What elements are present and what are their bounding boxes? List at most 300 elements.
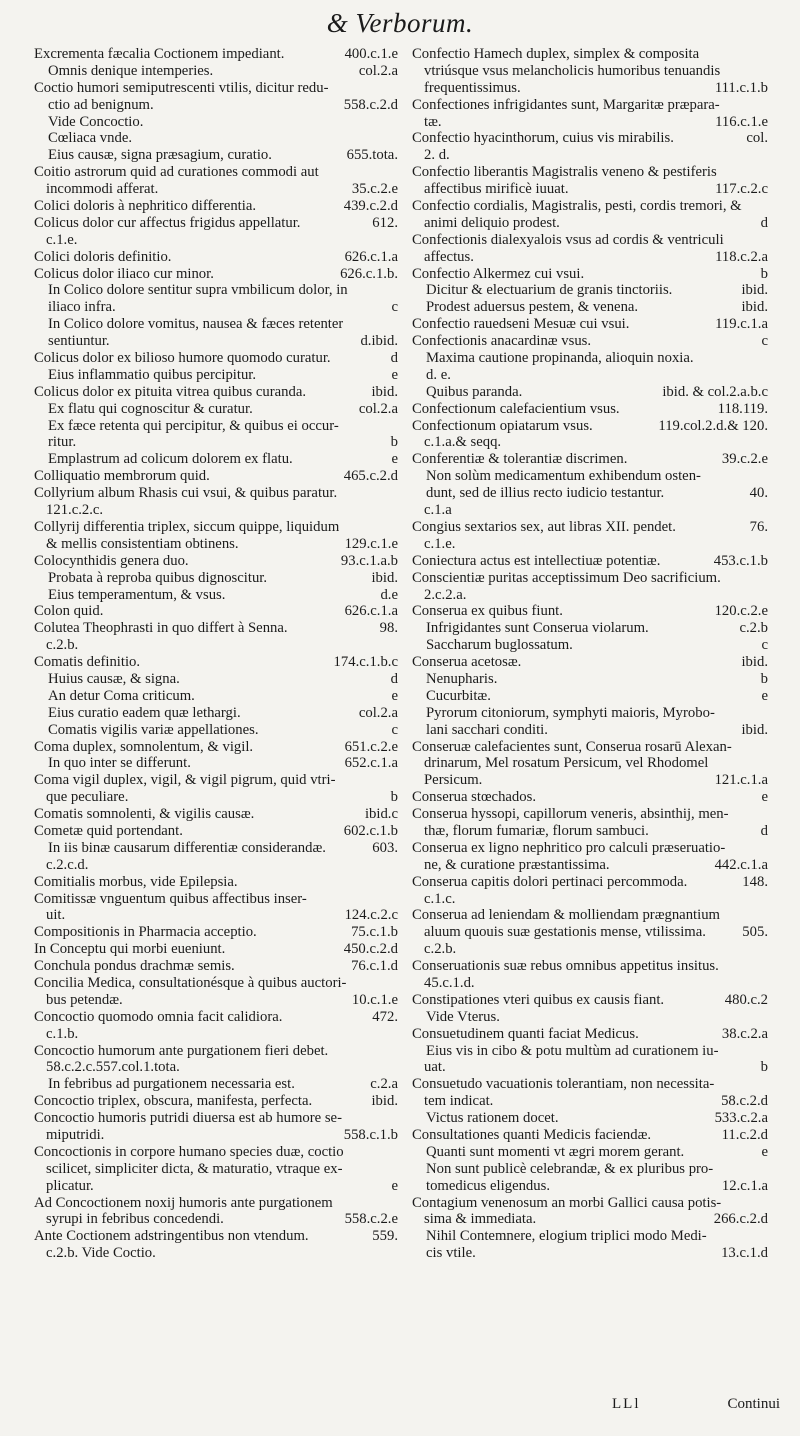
- entry-reference: ibid.: [371, 1093, 398, 1110]
- index-entry-line: [412, 80, 768, 97]
- entry-text: Omnis denique intemperies.: [48, 62, 214, 79]
- entry-reference: [762, 1228, 768, 1245]
- index-entry-line: [412, 958, 768, 975]
- entry-text: In febribus ad purgationem necessaria est.: [48, 1076, 295, 1093]
- entry-reference: [392, 1059, 398, 1076]
- index-entry-line: [34, 739, 398, 756]
- entry-text: Dicitur & electuarium de granis tinctoriis.: [426, 282, 673, 299]
- index-entry-line: [34, 857, 398, 874]
- entry-text: In Colico dolore vomitus, nausea & fæces retenter: [48, 316, 344, 333]
- entry-text: Congius sextarios sex, aut libras XII. pendet.: [412, 518, 676, 535]
- index-entry-line: [34, 418, 398, 435]
- entry-text: Vide Concoctio.: [48, 113, 144, 130]
- index-entry-line: [34, 620, 398, 637]
- entry-reference: e: [391, 366, 398, 383]
- index-entry-line: [412, 350, 768, 367]
- entry-reference: d: [390, 350, 398, 367]
- index-entry-line: [34, 603, 398, 620]
- entry-reference: ibid.: [741, 282, 768, 299]
- index-entry-line: [412, 671, 768, 688]
- index-entry-line: [412, 857, 768, 874]
- entry-text: vtriúsque vsus melancholicis humoribus tenuandis: [424, 62, 721, 79]
- index-entry-line: [34, 468, 398, 485]
- index-entry-line: [34, 1127, 398, 1144]
- entry-text: Coniectura actus est intellectiuæ potentiæ.: [412, 552, 661, 569]
- entry-text: Eius curatio eadem quæ lethargi.: [48, 704, 241, 721]
- entry-text: Cometæ quid portendant.: [34, 822, 183, 839]
- entry-text: tomedicus eligendus.: [426, 1177, 551, 1194]
- entry-reference: [392, 1195, 398, 1212]
- index-entry-line: [34, 46, 398, 63]
- index-entry-line: [34, 164, 398, 181]
- index-entry-line: [34, 755, 398, 772]
- entry-text: Conserua hyssopi, capillorum veneris, absinthij, men-: [412, 806, 729, 823]
- entry-text: c.1.a: [424, 502, 452, 519]
- entry-text: Eius causæ, signa præsagium, curatio.: [48, 147, 272, 164]
- entry-reference: [762, 891, 768, 908]
- index-entry-line: [412, 587, 768, 604]
- index-entry-line: [412, 215, 768, 232]
- entry-reference: 559.: [372, 1228, 398, 1245]
- entry-text: c.2.b.: [424, 941, 457, 958]
- entry-reference: [392, 316, 398, 333]
- index-entry-line: [412, 1211, 768, 1228]
- entry-reference: c.2.b: [739, 620, 768, 637]
- entry-reference: 76.: [749, 518, 768, 535]
- entry-reference: 98.: [379, 620, 398, 637]
- entry-text: Conscientiæ puritas acceptissimum Deo sacrificium.: [412, 569, 721, 586]
- entry-text: Confectionis anacardinæ vsus.: [412, 333, 592, 350]
- index-entry-line: [34, 654, 398, 671]
- entry-reference: 58.c.2.d: [721, 1093, 768, 1110]
- entry-reference: 602.c.1.b: [343, 822, 398, 839]
- entry-reference: d.ibid.: [360, 333, 398, 350]
- entry-reference: 533.c.2.a: [714, 1110, 768, 1127]
- catchword: Continui: [727, 1396, 780, 1412]
- entry-text: c.1.e.: [46, 231, 78, 248]
- entry-text: Concoctio triplex, obscura, manifesta, perfecta.: [34, 1093, 313, 1110]
- entry-reference: 75.c.1.b: [351, 924, 398, 941]
- entry-reference: 13.c.1.d: [721, 1245, 768, 1262]
- entry-text: affectibus mirificè iuuat.: [424, 181, 569, 198]
- entry-text: dunt, sed de illius recto iudicio testantur.: [426, 485, 665, 502]
- entry-text: Comatis definitio.: [34, 654, 141, 671]
- entry-text: Nenupharis.: [426, 670, 498, 687]
- entry-text: que peculiare.: [46, 789, 129, 806]
- entry-reference: [762, 755, 768, 772]
- entry-reference: 38.c.2.a: [721, 1025, 768, 1042]
- entry-text: Colicus dolor ex bilioso humore quomodo curatur.: [34, 350, 331, 367]
- entry-text: Conserua ex quibus fiunt.: [412, 603, 563, 620]
- entry-text: Ante Coctionem adstringentibus non vtendum.: [34, 1228, 309, 1245]
- index-entry-line: [412, 688, 768, 705]
- entry-reference: 121.c.1.a: [714, 772, 768, 789]
- entry-reference: [392, 857, 398, 874]
- entry-text: Non sunt publicè celebrandæ, & ex pluribus pro-: [426, 1160, 714, 1177]
- entry-reference: ibid.: [741, 654, 768, 671]
- index-entry-line: [34, 350, 398, 367]
- entry-text: Confectio liberantis Magistralis veneno & pestiferis: [412, 164, 717, 181]
- entry-text: Quibus paranda.: [426, 383, 523, 400]
- index-entry-line: [34, 502, 398, 519]
- entry-reference: ibid.c: [364, 806, 398, 823]
- entry-text: cis vtile.: [426, 1245, 476, 1262]
- entry-text: Confectionis dialexyalois vsus ad cordis & ventriculi: [412, 231, 724, 248]
- entry-text: Compositionis in Pharmacia acceptio.: [34, 924, 257, 941]
- entry-reference: b: [760, 670, 768, 687]
- entry-text: Contagium venenosum an morbi Gallici causa potis-: [412, 1194, 722, 1211]
- entry-reference: 119.c.1.a: [715, 316, 768, 333]
- entry-reference: [762, 198, 768, 215]
- index-entry-line: [34, 232, 398, 249]
- entry-text: Conchula pondus drachmæ semis.: [34, 958, 235, 975]
- entry-reference: d: [390, 670, 398, 687]
- index-entry-line: [412, 232, 768, 249]
- entry-text: Coctio humori semiputrescenti vtilis, dicitur redu-: [34, 79, 329, 96]
- index-entry-line: [412, 536, 768, 553]
- entry-reference: 439.c.2.d: [343, 198, 398, 215]
- entry-reference: [392, 1161, 398, 1178]
- entry-reference: 472.: [372, 1008, 398, 1025]
- entry-reference: [762, 1195, 768, 1212]
- entry-text: frequentissimus.: [424, 79, 521, 96]
- index-entry-line: [412, 468, 768, 485]
- entry-text: Persicum.: [424, 772, 483, 789]
- entry-text: Confectio Alkermez cui vsui.: [412, 265, 585, 282]
- entry-text: Confectionum opiatarum vsus.: [412, 417, 593, 434]
- entry-reference: 35.c.2.e: [351, 181, 398, 198]
- entry-reference: [392, 874, 398, 891]
- entry-reference: 40.: [749, 485, 768, 502]
- entry-reference: [762, 907, 768, 924]
- index-entry-line: [412, 840, 768, 857]
- index-entry-line: [412, 1144, 768, 1161]
- entry-text: syrupi in febribus concedendi.: [46, 1211, 224, 1228]
- index-entry-line: [412, 941, 768, 958]
- entry-reference: ibid.: [371, 569, 398, 586]
- entry-reference: [762, 587, 768, 604]
- page-header: & Verborum.: [326, 8, 474, 38]
- entry-text: Eius inflammatio quibus percipitur.: [48, 366, 257, 383]
- index-entry-line: [34, 992, 398, 1009]
- index-entry-line: [34, 891, 398, 908]
- entry-reference: [392, 232, 398, 249]
- entry-text: uit.: [46, 907, 66, 924]
- entry-reference: [762, 806, 768, 823]
- index-entry-line: [34, 316, 398, 333]
- index-entry-line: [34, 671, 398, 688]
- index-entry-line: [412, 266, 768, 283]
- entry-reference: [762, 1161, 768, 1178]
- entry-reference: 558.c.1.b: [343, 1127, 398, 1143]
- entry-reference: 118.119.: [717, 400, 768, 417]
- entry-text: c.2.b. Vide Coctio.: [46, 1245, 156, 1262]
- index-entry-line: [34, 1009, 398, 1026]
- entry-reference: [392, 1110, 398, 1127]
- index-entry-line: [412, 891, 768, 908]
- index-entry-line: [412, 1195, 768, 1212]
- entry-reference: 10.c.1.e: [351, 991, 398, 1008]
- entry-text: Conserua ad leniendam & molliendam prægnantium: [412, 907, 720, 924]
- entry-reference: ibid. & col.2.a.b.c: [662, 383, 768, 400]
- index-entry-line: [412, 620, 768, 637]
- entry-text: Conseruationis suæ rebus omnibus appetitus insitus.: [412, 958, 719, 975]
- entry-text: Conserua capitis dolori pertinaci percommoda.: [412, 873, 688, 890]
- entry-reference: c: [761, 333, 768, 350]
- entry-reference: d: [760, 214, 768, 231]
- index-entry-line: [412, 46, 768, 63]
- index-entry-line: [412, 485, 768, 502]
- entry-reference: [762, 164, 768, 181]
- entry-reference: b: [390, 789, 398, 806]
- entry-text: drinarum, Mel rosatum Persicum, vel Rhodomel: [424, 755, 709, 772]
- entry-reference: 116.c.1.e: [715, 113, 768, 130]
- entry-text: Consuetudo vacuationis tolerantiam, non necessita-: [412, 1076, 715, 1093]
- entry-text: Comitissæ vnguentum quibus affectibus inser-: [34, 890, 307, 907]
- entry-text: Concoctio humoris putridi diuersa est ab humore se-: [34, 1110, 342, 1127]
- entry-text: Concoctio quomodo omnia facit calidiora.: [34, 1008, 283, 1025]
- entry-reference: [762, 705, 768, 722]
- entry-reference: d.e: [380, 586, 398, 603]
- entry-reference: d: [760, 822, 768, 839]
- index-entry-line: [34, 97, 398, 114]
- index-entry-line: [34, 181, 398, 198]
- entry-text: Confectio hyacinthorum, cuius vis mirabilis.: [412, 130, 674, 147]
- index-entry-line: [34, 1161, 398, 1178]
- index-entry-line: [34, 688, 398, 705]
- entry-text: sima & immediata.: [424, 1211, 537, 1228]
- entry-text: bus petendæ.: [46, 991, 123, 1008]
- entry-reference: 129.c.1.e: [344, 535, 398, 552]
- entry-reference: [762, 350, 768, 367]
- index-entry-line: [412, 282, 768, 299]
- index-entry-line: [412, 384, 768, 401]
- entry-reference: e: [391, 687, 398, 704]
- entry-text: Confectiones infrigidantes sunt, Margaritæ præpara-: [412, 96, 720, 113]
- entry-text: Collyrium album Rhasis cui vsui, & quibus paratur.: [34, 485, 338, 502]
- entry-text: thæ, florum fumariæ, florum sambuci.: [424, 822, 649, 839]
- entry-reference: [762, 536, 768, 553]
- entry-reference: [392, 1043, 398, 1060]
- entry-reference: 626.c.1.a: [344, 603, 398, 620]
- entry-reference: [762, 46, 768, 63]
- entry-text: affectus.: [424, 248, 474, 265]
- entry-reference: c.2.a: [370, 1076, 398, 1093]
- entry-reference: [762, 739, 768, 756]
- entry-text: Conseruæ calefacientes sunt, Conserua rosarū Alexan-: [412, 738, 732, 755]
- entry-text: Cœliaca vnde.: [48, 130, 133, 147]
- index-entry-line: [34, 299, 398, 316]
- entry-text: Colliquatio membrorum quid.: [34, 468, 210, 485]
- index-entry-line: [34, 1093, 398, 1110]
- index-entry-line: [412, 1059, 768, 1076]
- index-entry-line: [34, 451, 398, 468]
- entry-text: In iis binæ causarum differentiæ considerandæ.: [48, 839, 326, 856]
- entry-text: aluum quouis suæ gestationis mense, vtilissima.: [424, 924, 706, 941]
- entry-text: d. e.: [426, 366, 451, 383]
- index-entry-line: [412, 333, 768, 350]
- entry-text: c.1.c.: [424, 890, 456, 907]
- entry-text: Nihil Contemnere, elogium triplici modo Medi-: [426, 1228, 707, 1245]
- entry-reference: 612.: [372, 214, 398, 231]
- entry-text: Probata à reproba quibus dignoscitur.: [48, 569, 268, 586]
- index-entry-line: [34, 637, 398, 654]
- index-entry-line: [34, 384, 398, 401]
- entry-reference: [762, 1076, 768, 1093]
- index-entry-line: [34, 215, 398, 232]
- entry-reference: col.2.a: [358, 400, 398, 417]
- entry-reference: 453.c.1.b: [713, 552, 768, 569]
- index-entry-line: [34, 1110, 398, 1127]
- entry-reference: 442.c.1.a: [714, 856, 768, 873]
- index-entry-line: [34, 772, 398, 789]
- entry-text: Colicus dolor ex pituita vitrea quibus curanda.: [34, 383, 307, 400]
- entry-text: c.2.b.: [46, 637, 79, 654]
- entry-reference: [762, 434, 768, 451]
- entry-reference: 505.: [742, 924, 768, 941]
- entry-text: tæ.: [424, 113, 442, 130]
- entry-reference: b: [390, 434, 398, 451]
- entry-text: ritur.: [48, 434, 77, 451]
- index-entry-line: [34, 1026, 398, 1043]
- entry-text: Conserua stœchados.: [412, 789, 537, 806]
- entry-text: In quo inter se differunt.: [48, 755, 191, 772]
- index-entry-line: [412, 1110, 768, 1127]
- entry-reference: [392, 637, 398, 654]
- entry-reference: [392, 1245, 398, 1262]
- index-entry-line: [34, 249, 398, 266]
- entry-reference: [762, 975, 768, 992]
- entry-reference: b: [760, 265, 768, 282]
- entry-text: Quanti sunt momenti vt ægri morem gerant.: [426, 1143, 685, 1160]
- entry-text: Conserua ex ligno nephritico pro calculi præseruatio-: [412, 839, 726, 856]
- index-entry-line: [34, 1059, 398, 1076]
- entry-text: Comatis somnolenti, & vigilis causæ.: [34, 806, 255, 823]
- index-entry-line: [34, 722, 398, 739]
- entry-reference: col.: [746, 130, 768, 147]
- entry-text: 58.c.2.c.557.col.1.tota.: [46, 1059, 180, 1076]
- entry-text: Maxima cautione propinanda, alioquin noxia.: [426, 350, 694, 367]
- entry-reference: [762, 502, 768, 519]
- index-entry-line: [412, 570, 768, 587]
- entry-reference: 626.c.1.b.: [340, 265, 398, 282]
- entry-text: Confectionum calefacientium vsus.: [412, 400, 620, 417]
- entry-reference: 266.c.2.d: [713, 1211, 768, 1228]
- index-entry-line: [412, 722, 768, 739]
- entry-reference: [392, 80, 398, 97]
- index-entry-line: [412, 367, 768, 384]
- index-entry-line: [34, 130, 398, 147]
- entry-reference: e: [761, 1143, 768, 1160]
- index-entry-line: [34, 924, 398, 941]
- entry-text: Concoctionis in corpore humano species duæ, coctio: [34, 1143, 344, 1160]
- index-entry-line: [34, 333, 398, 350]
- entry-reference: 124.c.2.c: [344, 907, 398, 924]
- entry-reference: [392, 975, 398, 992]
- entry-reference: [762, 958, 768, 975]
- entry-text: Ex fæce retenta qui percipitur, & quibus ei occur-: [48, 417, 339, 434]
- entry-text: tem indicat.: [424, 1093, 494, 1110]
- index-entry-line: [412, 97, 768, 114]
- index-entry-line: [412, 1161, 768, 1178]
- entry-text: Colocynthidis genera duo.: [34, 552, 189, 569]
- entry-text: Confectio Hamech duplex, simplex & composita: [412, 46, 700, 62]
- index-entry-line: [412, 418, 768, 435]
- index-entry-line: [34, 536, 398, 553]
- entry-reference: 400.c.1.e: [344, 46, 398, 62]
- entry-reference: [762, 840, 768, 857]
- entry-text: Coitio astrorum quid ad curationes commodi aut: [34, 164, 319, 181]
- entry-text: Colicus dolor cur affectus frigidus appellatur.: [34, 214, 301, 231]
- index-entry-line: [34, 587, 398, 604]
- index-entry-line: [412, 924, 768, 941]
- index-entry-line: [412, 63, 768, 80]
- entry-text: In Colico dolore sentitur supra vmbilicum dolor, in: [48, 282, 348, 299]
- index-entry-line: [412, 654, 768, 671]
- entry-reference: 626.c.1.a: [344, 248, 398, 265]
- index-entry-line: [34, 1195, 398, 1212]
- entry-text: Ad Concoctionem noxij humoris ante purgationem: [34, 1194, 333, 1211]
- entry-reference: [762, 97, 768, 114]
- page-footer: [612, 1396, 780, 1413]
- entry-reference: b: [760, 1059, 768, 1076]
- entry-reference: e: [761, 789, 768, 806]
- entry-reference: 118.c.2.a: [715, 248, 768, 265]
- entry-text: Excrementa fæcalia Coctionem impediant.: [34, 46, 285, 62]
- entry-reference: [762, 367, 768, 384]
- index-entry-line: [34, 823, 398, 840]
- entry-text: Comatis vigilis variæ appellationes.: [48, 721, 259, 738]
- index-entry-line: [412, 992, 768, 1009]
- index-entry-line: [34, 63, 398, 80]
- entry-text: Consuetudinem quanti faciat Medicus.: [412, 1025, 639, 1042]
- entry-text: Colon quid.: [34, 603, 104, 620]
- entry-text: incommodi afferat.: [46, 181, 159, 198]
- entry-reference: e: [391, 451, 398, 468]
- index-entry-line: [34, 266, 398, 283]
- index-entry-line: [412, 147, 768, 164]
- index-entry-line: [34, 958, 398, 975]
- entry-text: Confectio rauedseni Mesuæ cui vsui.: [412, 316, 630, 333]
- entry-text: Prodest aduersus pestem, & venena.: [426, 299, 639, 316]
- entry-text: Infrigidantes sunt Conserua violarum.: [426, 620, 649, 637]
- entry-reference: col.2.a: [358, 62, 398, 79]
- entry-reference: 480.c.2: [724, 991, 768, 1008]
- entry-reference: 119.col.2.d.& 120.: [658, 417, 768, 434]
- entry-text: Concilia Medica, consultationésque à quibus auctori-: [34, 974, 347, 991]
- index-entry-line: [34, 705, 398, 722]
- index-entry-line: [34, 1043, 398, 1060]
- entry-reference: 651.c.2.e: [344, 738, 398, 755]
- entry-reference: 655.tota.: [346, 147, 398, 164]
- entry-text: Non solùm medicamentum exhibendum osten-: [426, 468, 701, 485]
- entry-text: ctio ad benignum.: [48, 96, 154, 113]
- index-entry-line: [412, 806, 768, 823]
- index-entry-line: [34, 806, 398, 823]
- entry-text: Eius vis in cibo & potu multùm ad curationem iu-: [426, 1042, 719, 1059]
- entry-reference: [762, 1043, 768, 1060]
- entry-text: Colici doloris definitio.: [34, 248, 172, 265]
- index-entry-line: [412, 553, 768, 570]
- entry-reference: 111.c.1.b: [714, 79, 768, 96]
- entry-reference: [392, 519, 398, 536]
- entry-text: Consultationes quanti Medicis faciendæ.: [412, 1127, 652, 1143]
- entry-text: Coma duplex, somnolentum, & vigil.: [34, 738, 254, 755]
- entry-text: Coma vigil duplex, vigil, & vigil pigrum, quid vtri-: [34, 772, 336, 789]
- entry-text: 2. d.: [424, 147, 450, 164]
- index-entry-line: [412, 249, 768, 266]
- entry-text: In Conceptu qui morbi eueniunt.: [34, 941, 226, 958]
